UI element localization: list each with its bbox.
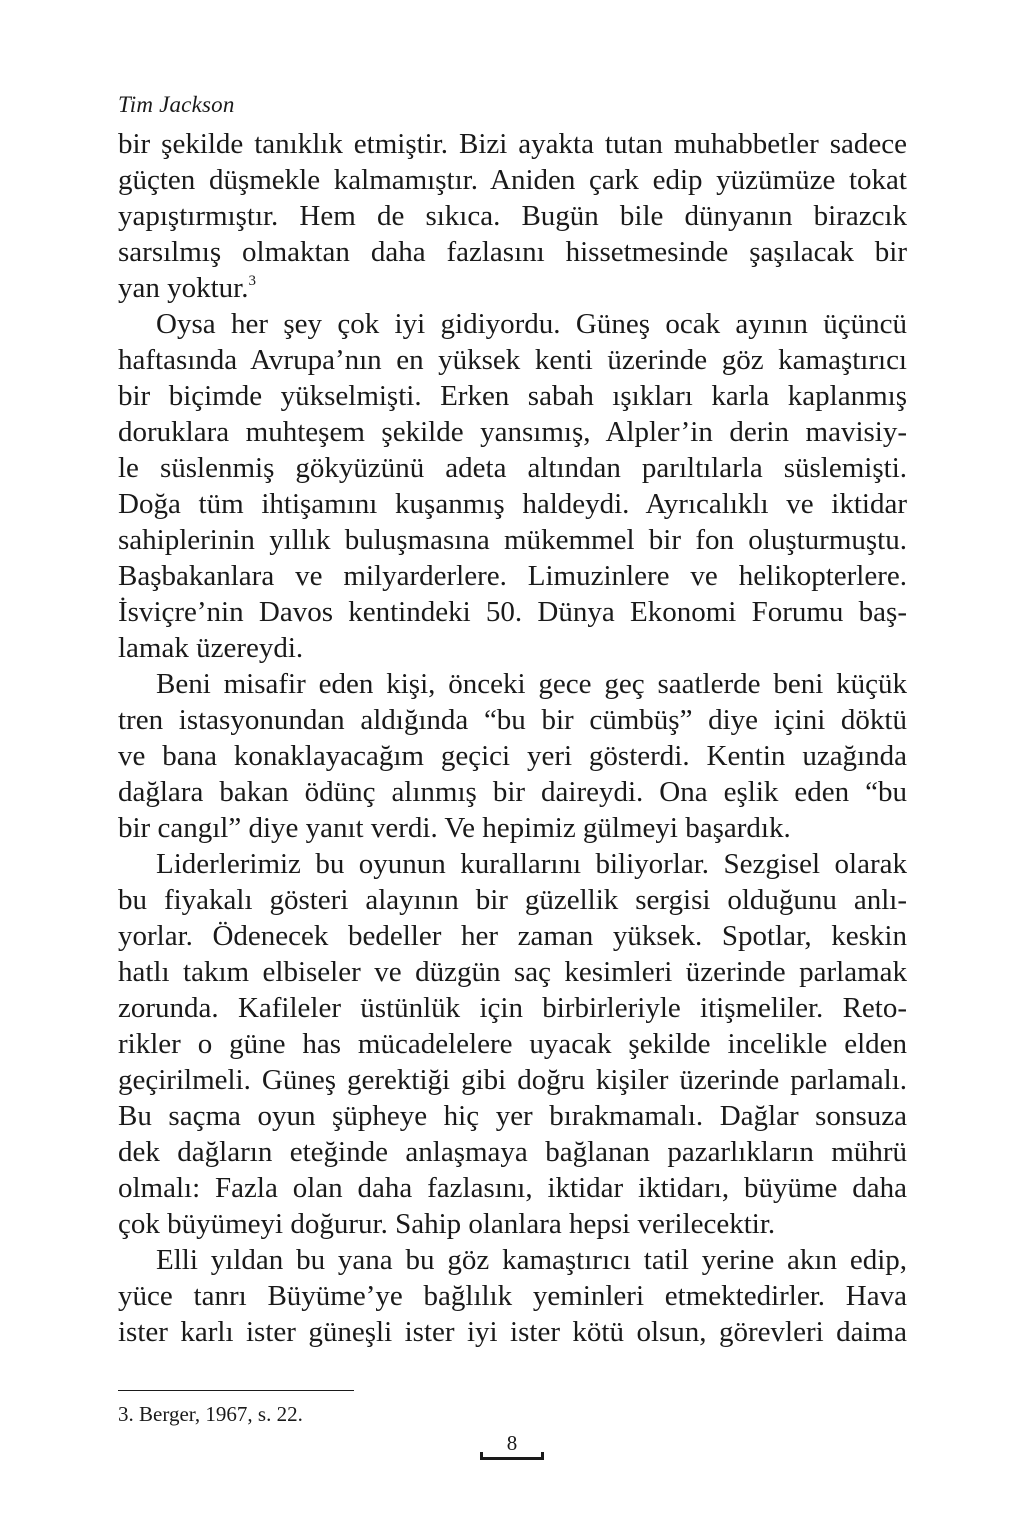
text-line: çok büyümeyi doğurur. Sahip olanlara hepsi verilecektir. (118, 1208, 776, 1240)
text-line: Başbakanlara ve milyarderlere. Limuzinlere ve helikopterlere. (118, 560, 907, 592)
text-line: geçirilmeli. Güneş gerektiği gibi doğru kişiler üzerinde parlamalı. (118, 1064, 907, 1096)
page-number-bracket (480, 1457, 544, 1460)
text-line: lamak üzereydi. (118, 632, 304, 664)
text-line: dağlara bakan ödünç alınmış bir daireydi. Ona eşlik eden “bu (118, 776, 907, 808)
footnote-reference: 3 (248, 273, 256, 289)
paragraph-first-line: Oysa her şey çok iyi gidiyordu. Güneş ocak ayının üçüncü (156, 308, 907, 340)
text-line: İsviçre’nin Davos kentindeki 50. Dünya Ekonomi Forumu baş- (118, 596, 907, 628)
footnote-text: 3. Berger, 1967, s. 22. (118, 1402, 303, 1426)
paragraph-first-line: Elli yıldan bu yana bu göz kamaştırıcı tatil yerine akın edip, (156, 1244, 907, 1276)
text-line: olmalı: Fazla olan daha fazlasını, iktidar iktidarı, büyüme daha (118, 1172, 907, 1204)
text-line: sahiplerinin yıllık buluşmasına mükemmel bir fon oluşturmuştu. (118, 524, 907, 556)
text-line-with-footnote (118, 270, 907, 306)
text-line: bir cangıl” diye yanıt verdi. Ve hepimiz gülmeyi başardık. (118, 812, 791, 844)
paragraph-first-line: Beni misafir eden kişi, önceki gece geç saatlerde beni küçük (156, 668, 907, 700)
text-line: doruklara muhteşem şekilde yansımış, Alpler’in derin mavisiy- (118, 416, 907, 448)
text-line: yüce tanrı Büyüme’ye bağlılık yeminleri etmektedirler. Hava (118, 1280, 907, 1312)
text-line: Bu saçma oyun şüpheye hiç yer bırakmamalı. Dağlar sonsuza (118, 1100, 907, 1132)
text-line: bir biçimde yükselmişti. Erken sabah ışıkları karla kaplanmış (118, 380, 907, 412)
text-line: ve bana konaklayacağım geçici yeri gösterdi. Kentin uzağında (118, 740, 907, 772)
text-line: güçten düşmekle kalmamıştır. Aniden çark edip yüzümüze tokat (118, 164, 907, 196)
text-line: haftasında Avrupa’nın en yüksek kenti üzerinde göz kamaştırıcı (118, 344, 907, 376)
text-line: tren istasyonundan aldığında “bu bir cümbüş” diye içini döktü (118, 704, 907, 736)
footnote-divider (118, 1390, 354, 1391)
text-line: bu fiyakalı gösteri alayının bir güzellik sergisi olduğunu anlı- (118, 884, 907, 916)
text-line: sarsılmış olmaktan daha fazlasını hissetmesinde şaşılacak bir (118, 236, 907, 268)
text-line: le süslenmiş gökyüzünü adeta altından parıltılarla süslemişti. (118, 452, 907, 484)
text-line: bir şekilde tanıklık etmiştir. Bizi ayakta tutan muhabbetler sadece (118, 128, 907, 160)
text-line: zorunda. Kafileler üstünlük için birbirleriyle itişmeliler. Reto- (118, 992, 907, 1024)
text-line: Doğa tüm ihtişamını kuşanmış haldeydi. Ayrıcalıklı ve iktidar (118, 488, 907, 520)
running-head-author: Tim Jackson (118, 92, 235, 117)
page-number-block (480, 1430, 544, 1460)
text-line: yorlar. Ödenecek bedeller her zaman yüksek. Spotlar, keskin (118, 920, 907, 952)
text-line: yapıştırmıştır. Hem de sıkıca. Bugün bile dünyanın birazcık (118, 200, 907, 232)
text-line-content: yan yoktur. (118, 272, 249, 304)
body-text (118, 126, 907, 1350)
text-line: ister karlı ister güneşli ister iyi ister kötü olsun, görevleri daima (118, 1316, 907, 1348)
text-line: dek dağların eteğinde anlaşmaya bağlanan pazarlıkların mührü (118, 1136, 907, 1168)
text-line: hatlı takım elbiseler ve düzgün saç kesimleri üzerinde parlamak (118, 956, 907, 988)
paragraph-first-line: Liderlerimiz bu oyunun kurallarını biliyorlar. Sezgisel olarak (156, 848, 907, 880)
text-line: rikler o güne has mücadelelere uyacak şekilde incelikle elden (118, 1028, 907, 1060)
page-number: 8 (506, 1431, 518, 1455)
